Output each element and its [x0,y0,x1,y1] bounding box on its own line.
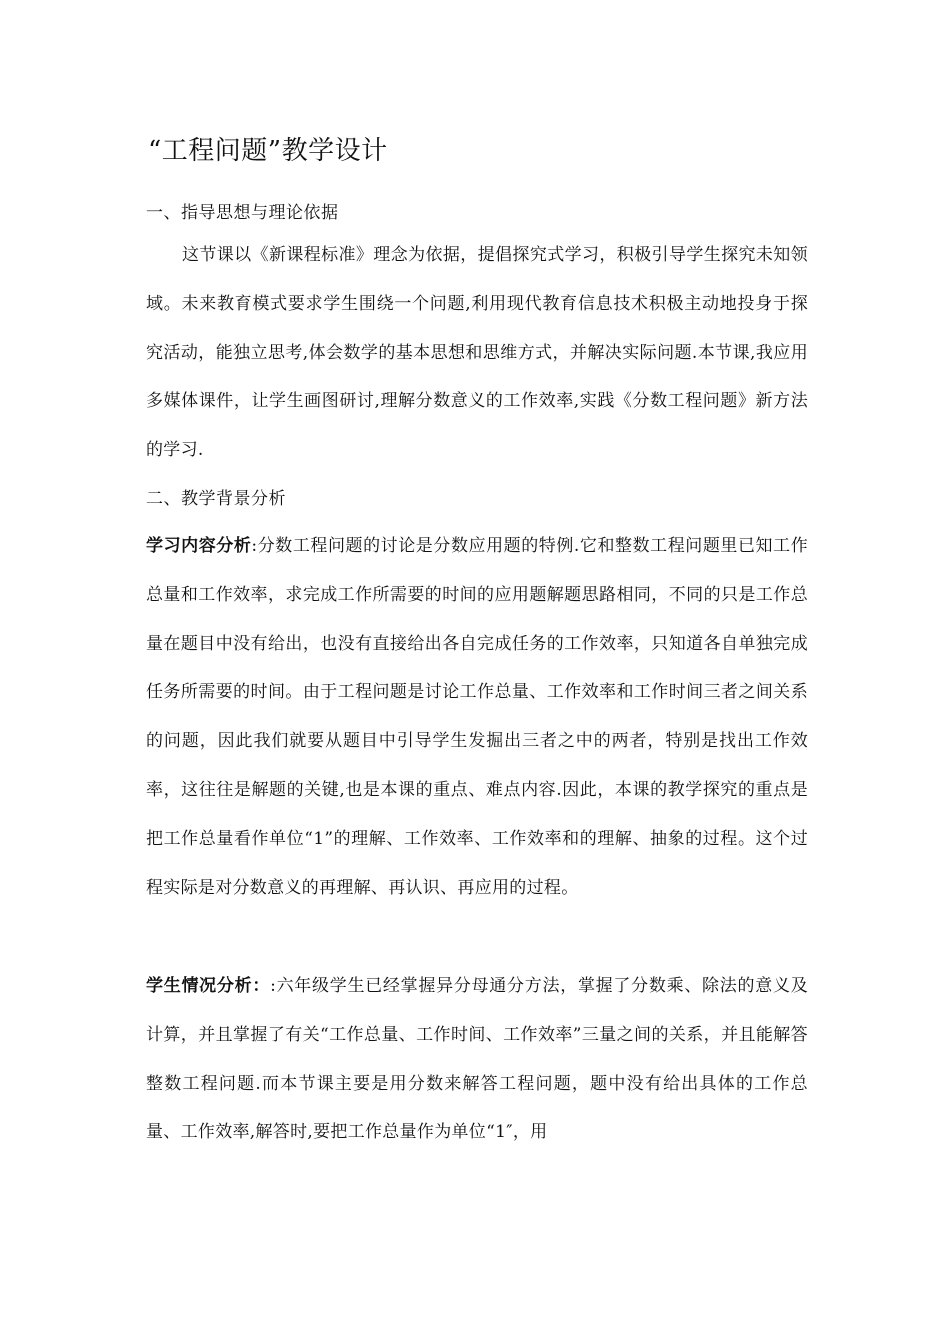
student-analysis-label: 学生情况分析： [146,976,271,996]
section-heading-background-analysis: 二、教学背景分析 [146,489,286,509]
guiding-ideas-paragraph: 这节课以《新课程标准》理念为依据，提倡探究式学习，积极引导学生探究未知领域。未来教育模式要求学生围绕一个问题,利用现代教育信息技术积极主动地投身于探究活动，能独立思考,体会数学的基本思想和思维方式，并解决实际问题.本节课,我应用多媒体课件，让学生画图研讨,理解分数意义的工作效率,实践《分数工程问题》新方法的学习. [146,245,808,461]
student-analysis-body: :六年级学生已经掌握异分母通分方法，掌握了分数乘、除法的意义及计算，并且掌握了有关“工作总量、工作时间、工作效率”三量之间的关系，并且能解答整数工程问题.而本节课主要是用分数来解答工程问题，题中没有给出具体的工作总量、工作效率,解答时,要把工作总量作为单位“1″，用 [146,976,808,1143]
content-analysis-label: 学习内容分析 [146,536,252,556]
content-analysis-body: :分数工程问题的讨论是分数应用题的特例.它和整数工程问题里已知工作总量和工作效率，求完成工作所需要的时间的应用题解题思路相同，不同的只是工作总量在题目中没有给出，也没有直接给出各自完成任务的工作效率，只知道各自单独完成任务所需要的时间。由于工程问题是讨论工作总量、工作效率和工作时间三者之间关系的问题，因此我们就要从题目中引导学生发掘出三者之中的两者，特别是找出工作效率，这往往是解题的关键,也是本课的重点、难点内容.因此，本课的教学探究的重点是把工作总量看作单位“1”的理解、工作效率、工作效率和的理解、抽象的过程。这个过程实际是对分数意义的再理解、再认识、再应用的过程。 [146,536,808,898]
content-analysis-paragraph [146,522,808,912]
section-heading-guiding-ideas: 一、指导思想与理论依据 [146,203,339,223]
student-analysis-paragraph [146,962,808,1157]
document-title: “工程问题”教学设计 [148,136,388,166]
